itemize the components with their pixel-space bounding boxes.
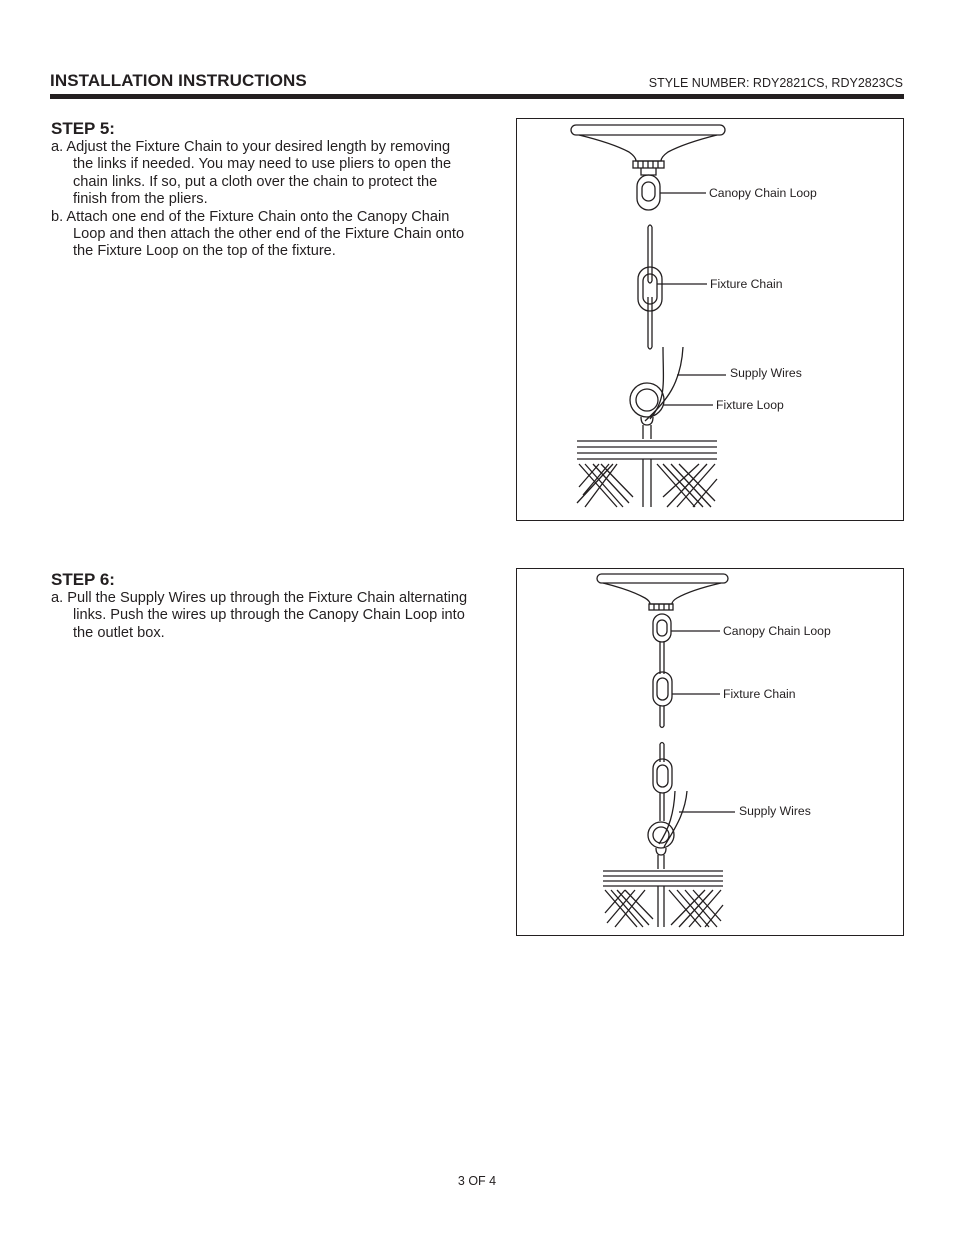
step-6-diagram-svg	[517, 569, 903, 935]
fixture-frame-icon	[577, 441, 717, 507]
step-6-diagram	[516, 568, 904, 936]
page-title: INSTALLATION INSTRUCTIONS	[50, 71, 307, 90]
fixture-loop-icon	[630, 383, 664, 439]
fixture-loop-icon	[648, 822, 674, 869]
canopy-icon	[571, 125, 725, 175]
label-supply-wires: Supply Wires	[730, 366, 802, 380]
step-5-title: STEP 5:	[51, 119, 115, 138]
label-fixture-loop: Fixture Loop	[716, 398, 784, 412]
step-6-title: STEP 6:	[51, 570, 115, 589]
step-5-paragraph-a: a. Adjust the Fixture Chain to your desired length by removing the links if needed. You may need to use pliers to open the chain links. If so, put a cloth over the chain to protect the finish from the pliers.	[51, 139, 452, 208]
label-supply-wires: Supply Wires	[739, 804, 811, 818]
fixture-chain-icon	[653, 642, 672, 728]
style-number: STYLE NUMBER: RDY2821CS, RDY2823CS	[648, 76, 903, 90]
fixture-chain-lower-icon	[653, 743, 672, 822]
label-canopy-chain-loop: Canopy Chain Loop	[723, 624, 831, 638]
label-fixture-chain: Fixture Chain	[723, 687, 796, 701]
step-6-paragraph-a: a. Pull the Supply Wires up through the Fixture Chain alternating links. Push the wires up through the Canopy Chain Loop into the outlet box.	[51, 590, 468, 641]
canopy-chain-loop-icon	[653, 614, 671, 642]
step-5-diagram	[516, 118, 904, 521]
fixture-chain-icon	[638, 225, 662, 349]
fixture-frame-icon	[603, 871, 723, 927]
canopy-chain-loop-icon	[637, 175, 660, 210]
canopy-icon	[597, 574, 728, 610]
header-divider	[50, 94, 904, 99]
page-number: 3 OF 4	[457, 1174, 497, 1188]
label-canopy-chain-loop: Canopy Chain Loop	[709, 186, 817, 200]
label-fixture-chain: Fixture Chain	[710, 277, 783, 291]
step-6-instructions	[51, 590, 471, 642]
step-5-paragraph-b: b. Attach one end of the Fixture Chain onto the Canopy Chain Loop and then attach the other end of the Fixture Chain onto the Fixture Loop on the top of the fixture.	[51, 208, 465, 260]
step-5-instructions	[51, 139, 471, 261]
step-5-diagram-svg	[517, 119, 903, 520]
